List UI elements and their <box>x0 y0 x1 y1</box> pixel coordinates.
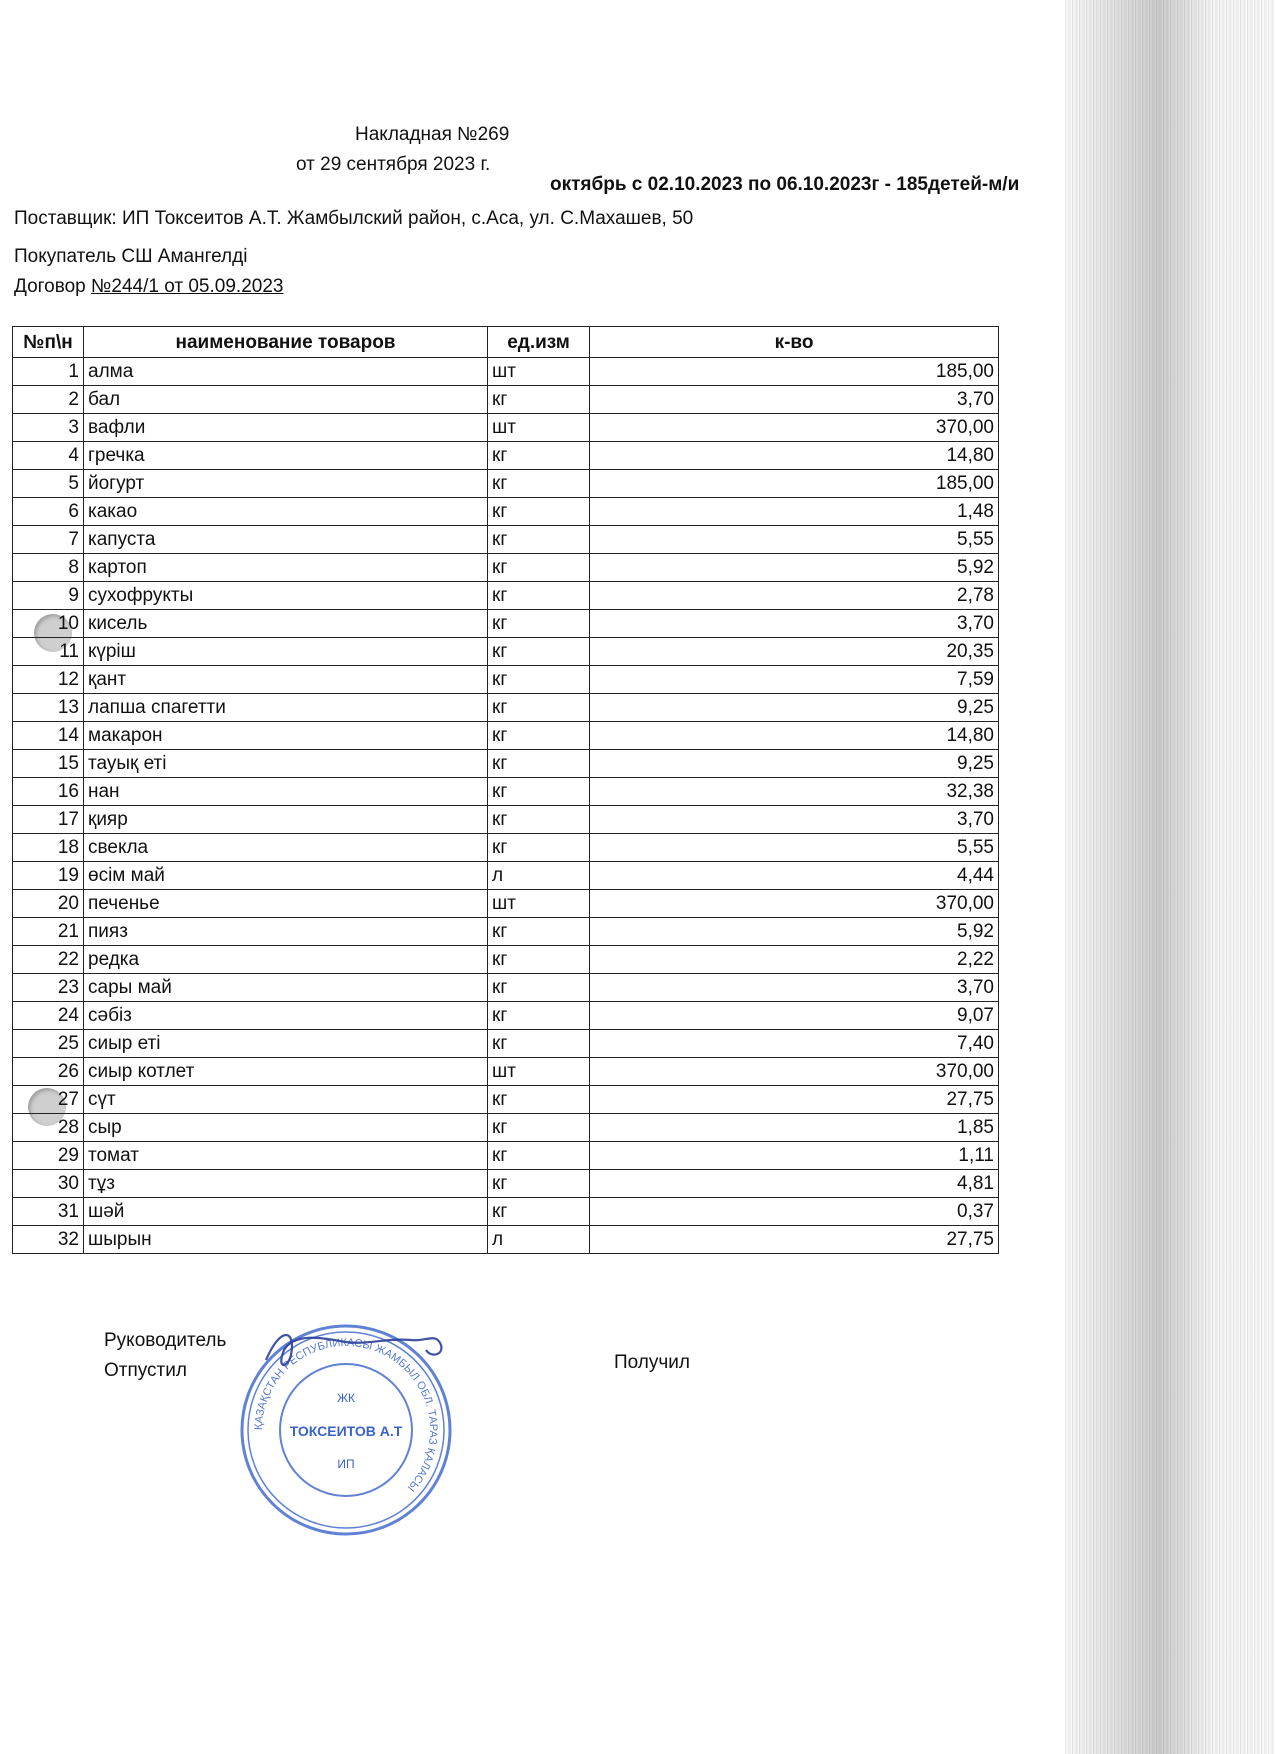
row-unit: кг <box>488 1086 590 1114</box>
row-qty: 9,25 <box>590 750 999 778</box>
row-unit: шт <box>488 414 590 442</box>
period-note: октябрь с 02.10.2023 по 06.10.2023г - 185детей-м/и <box>550 174 1020 195</box>
seal-center-bottom: ИП <box>337 1457 355 1471</box>
row-number: 18 <box>13 834 84 862</box>
row-unit: кг <box>488 806 590 834</box>
row-number: 16 <box>13 778 84 806</box>
row-number: 14 <box>13 722 84 750</box>
received-label: Получил <box>614 1352 690 1373</box>
row-qty: 370,00 <box>590 890 999 918</box>
table-row <box>13 498 999 526</box>
row-name: алма <box>84 358 488 386</box>
scan-noise-strip <box>1065 0 1275 1754</box>
row-qty: 14,80 <box>590 722 999 750</box>
row-name: нан <box>84 778 488 806</box>
row-qty: 370,00 <box>590 1058 999 1086</box>
row-number: 24 <box>13 1002 84 1030</box>
row-name: сухофрукты <box>84 582 488 610</box>
row-name: сары май <box>84 974 488 1002</box>
table-row <box>13 582 999 610</box>
table-row <box>13 778 999 806</box>
released-label: Отпустил <box>104 1360 187 1381</box>
row-name: лапша спагетти <box>84 694 488 722</box>
row-unit: кг <box>488 526 590 554</box>
row-qty: 3,70 <box>590 806 999 834</box>
row-number: 21 <box>13 918 84 946</box>
row-name: күріш <box>84 638 488 666</box>
table-row <box>13 918 999 946</box>
row-name: шәй <box>84 1198 488 1226</box>
row-name: сыр <box>84 1114 488 1142</box>
row-number: 25 <box>13 1030 84 1058</box>
row-qty: 1,11 <box>590 1142 999 1170</box>
row-qty: 0,37 <box>590 1198 999 1226</box>
table-row <box>13 1198 999 1226</box>
seal-ring-text: ҚАЗАҚСТАН РЕСПУБЛИКАСЫ ЖАМБЫЛ ОБЛ. ТАРАЗ ҚАЛАСЫ <box>252 1336 440 1494</box>
table-row <box>13 1226 999 1254</box>
row-name: өсім май <box>84 862 488 890</box>
row-number: 31 <box>13 1198 84 1226</box>
row-unit: кг <box>488 1142 590 1170</box>
table-row <box>13 638 999 666</box>
head-label: Руководитель <box>104 1330 227 1351</box>
row-number: 27 <box>13 1086 84 1114</box>
row-unit: кг <box>488 974 590 1002</box>
seal-center-top: ЖК <box>336 1391 356 1405</box>
row-qty: 27,75 <box>590 1226 999 1254</box>
row-name: тұз <box>84 1170 488 1198</box>
row-number: 29 <box>13 1142 84 1170</box>
table-row <box>13 694 999 722</box>
table-row <box>13 610 999 638</box>
row-unit: кг <box>488 750 590 778</box>
row-number: 13 <box>13 694 84 722</box>
table-row <box>13 666 999 694</box>
row-qty: 3,70 <box>590 610 999 638</box>
row-name: гречка <box>84 442 488 470</box>
row-name: йогурт <box>84 470 488 498</box>
row-qty: 7,59 <box>590 666 999 694</box>
row-number: 20 <box>13 890 84 918</box>
row-unit: кг <box>488 1002 590 1030</box>
col-header-number: №п\н <box>13 327 84 358</box>
table-row <box>13 946 999 974</box>
table-row <box>13 1030 999 1058</box>
row-qty: 5,55 <box>590 526 999 554</box>
table-row <box>13 1142 999 1170</box>
row-qty: 32,38 <box>590 778 999 806</box>
row-qty: 20,35 <box>590 638 999 666</box>
row-number: 3 <box>13 414 84 442</box>
row-qty: 5,92 <box>590 918 999 946</box>
row-unit: кг <box>488 918 590 946</box>
table-row <box>13 834 999 862</box>
row-number: 4 <box>13 442 84 470</box>
row-unit: кг <box>488 442 590 470</box>
table-row <box>13 414 999 442</box>
row-unit: кг <box>488 946 590 974</box>
row-unit: кг <box>488 834 590 862</box>
row-number: 1 <box>13 358 84 386</box>
row-name: макарон <box>84 722 488 750</box>
row-unit: кг <box>488 498 590 526</box>
row-name: сүт <box>84 1086 488 1114</box>
row-name: какао <box>84 498 488 526</box>
row-name: редка <box>84 946 488 974</box>
row-qty: 1,48 <box>590 498 999 526</box>
row-unit: кг <box>488 638 590 666</box>
row-qty: 2,22 <box>590 946 999 974</box>
row-number: 8 <box>13 554 84 582</box>
row-number: 26 <box>13 1058 84 1086</box>
row-name: сиыр котлет <box>84 1058 488 1086</box>
row-number: 30 <box>13 1170 84 1198</box>
row-qty: 14,80 <box>590 442 999 470</box>
goods-table <box>12 326 999 1254</box>
seal-center-name: ТОКСЕИТОВ А.Т <box>289 1423 403 1439</box>
row-qty: 9,25 <box>590 694 999 722</box>
buyer-line: Покупатель СШ Амангелді <box>14 246 248 267</box>
invoice-title: Накладная №269 <box>355 124 510 145</box>
row-qty: 370,00 <box>590 414 999 442</box>
row-qty: 1,85 <box>590 1114 999 1142</box>
contract-line <box>14 276 283 298</box>
row-name: тауық еті <box>84 750 488 778</box>
row-unit: л <box>488 1226 590 1254</box>
row-number: 9 <box>13 582 84 610</box>
row-number: 11 <box>13 638 84 666</box>
row-number: 10 <box>13 610 84 638</box>
row-qty: 3,70 <box>590 974 999 1002</box>
row-number: 17 <box>13 806 84 834</box>
row-unit: кг <box>488 1030 590 1058</box>
table-row <box>13 1002 999 1030</box>
row-unit: кг <box>488 1114 590 1142</box>
table-row <box>13 1170 999 1198</box>
table-row <box>13 890 999 918</box>
row-unit: шт <box>488 1058 590 1086</box>
row-name: томат <box>84 1142 488 1170</box>
row-number: 5 <box>13 470 84 498</box>
table-row <box>13 386 999 414</box>
row-number: 6 <box>13 498 84 526</box>
row-name: свекла <box>84 834 488 862</box>
table-row <box>13 806 999 834</box>
row-name: вафли <box>84 414 488 442</box>
row-qty: 185,00 <box>590 470 999 498</box>
row-name: сиыр еті <box>84 1030 488 1058</box>
table-row <box>13 750 999 778</box>
row-name: капуста <box>84 526 488 554</box>
table-row <box>13 1058 999 1086</box>
table-row <box>13 1086 999 1114</box>
col-header-name: наименование товаров <box>84 327 488 358</box>
row-name: картоп <box>84 554 488 582</box>
row-number: 28 <box>13 1114 84 1142</box>
row-qty: 9,07 <box>590 1002 999 1030</box>
row-number: 23 <box>13 974 84 1002</box>
row-name: печенье <box>84 890 488 918</box>
row-unit: шт <box>488 890 590 918</box>
table-row <box>13 722 999 750</box>
row-qty: 5,55 <box>590 834 999 862</box>
row-unit: кг <box>488 554 590 582</box>
row-number: 15 <box>13 750 84 778</box>
row-qty: 4,44 <box>590 862 999 890</box>
table-row <box>13 974 999 1002</box>
row-unit: кг <box>488 778 590 806</box>
row-unit: кг <box>488 1170 590 1198</box>
row-number: 32 <box>13 1226 84 1254</box>
table-header-row <box>13 327 999 358</box>
row-qty: 185,00 <box>590 358 999 386</box>
row-name: қияр <box>84 806 488 834</box>
row-unit: кг <box>488 610 590 638</box>
col-header-unit: ед.изм <box>488 327 590 358</box>
row-qty: 3,70 <box>590 386 999 414</box>
table-row <box>13 470 999 498</box>
row-unit: кг <box>488 582 590 610</box>
row-number: 7 <box>13 526 84 554</box>
row-name: бал <box>84 386 488 414</box>
row-unit: кг <box>488 694 590 722</box>
table-row <box>13 1114 999 1142</box>
row-unit: кг <box>488 470 590 498</box>
invoice-date: от 29 сентября 2023 г. <box>296 154 491 175</box>
row-qty: 2,78 <box>590 582 999 610</box>
row-number: 19 <box>13 862 84 890</box>
row-qty: 7,40 <box>590 1030 999 1058</box>
row-unit: кг <box>488 1198 590 1226</box>
row-name: кисель <box>84 610 488 638</box>
row-name: пияз <box>84 918 488 946</box>
table-row <box>13 862 999 890</box>
table-row <box>13 442 999 470</box>
row-unit: л <box>488 862 590 890</box>
contract-prefix: Договор <box>14 276 92 297</box>
row-unit: кг <box>488 386 590 414</box>
row-unit: шт <box>488 358 590 386</box>
supplier-line: Поставщик: ИП Токсеитов А.Т. Жамбылский район, с.Аса, ул. С.Махашев, 50 <box>14 208 694 229</box>
row-number: 12 <box>13 666 84 694</box>
round-seal-stamp <box>236 1320 456 1540</box>
row-name: сәбіз <box>84 1002 488 1030</box>
row-qty: 27,75 <box>590 1086 999 1114</box>
row-qty: 5,92 <box>590 554 999 582</box>
table-body <box>13 358 999 1254</box>
row-unit: кг <box>488 666 590 694</box>
col-header-qty: к-во <box>590 327 999 358</box>
row-name: қант <box>84 666 488 694</box>
table-row <box>13 526 999 554</box>
row-qty: 4,81 <box>590 1170 999 1198</box>
table-row <box>13 358 999 386</box>
row-number: 2 <box>13 386 84 414</box>
row-unit: кг <box>488 722 590 750</box>
table-row <box>13 554 999 582</box>
row-name: шырын <box>84 1226 488 1254</box>
contract-number: №244/1 от 05.09.2023 <box>91 276 284 297</box>
row-number: 22 <box>13 946 84 974</box>
